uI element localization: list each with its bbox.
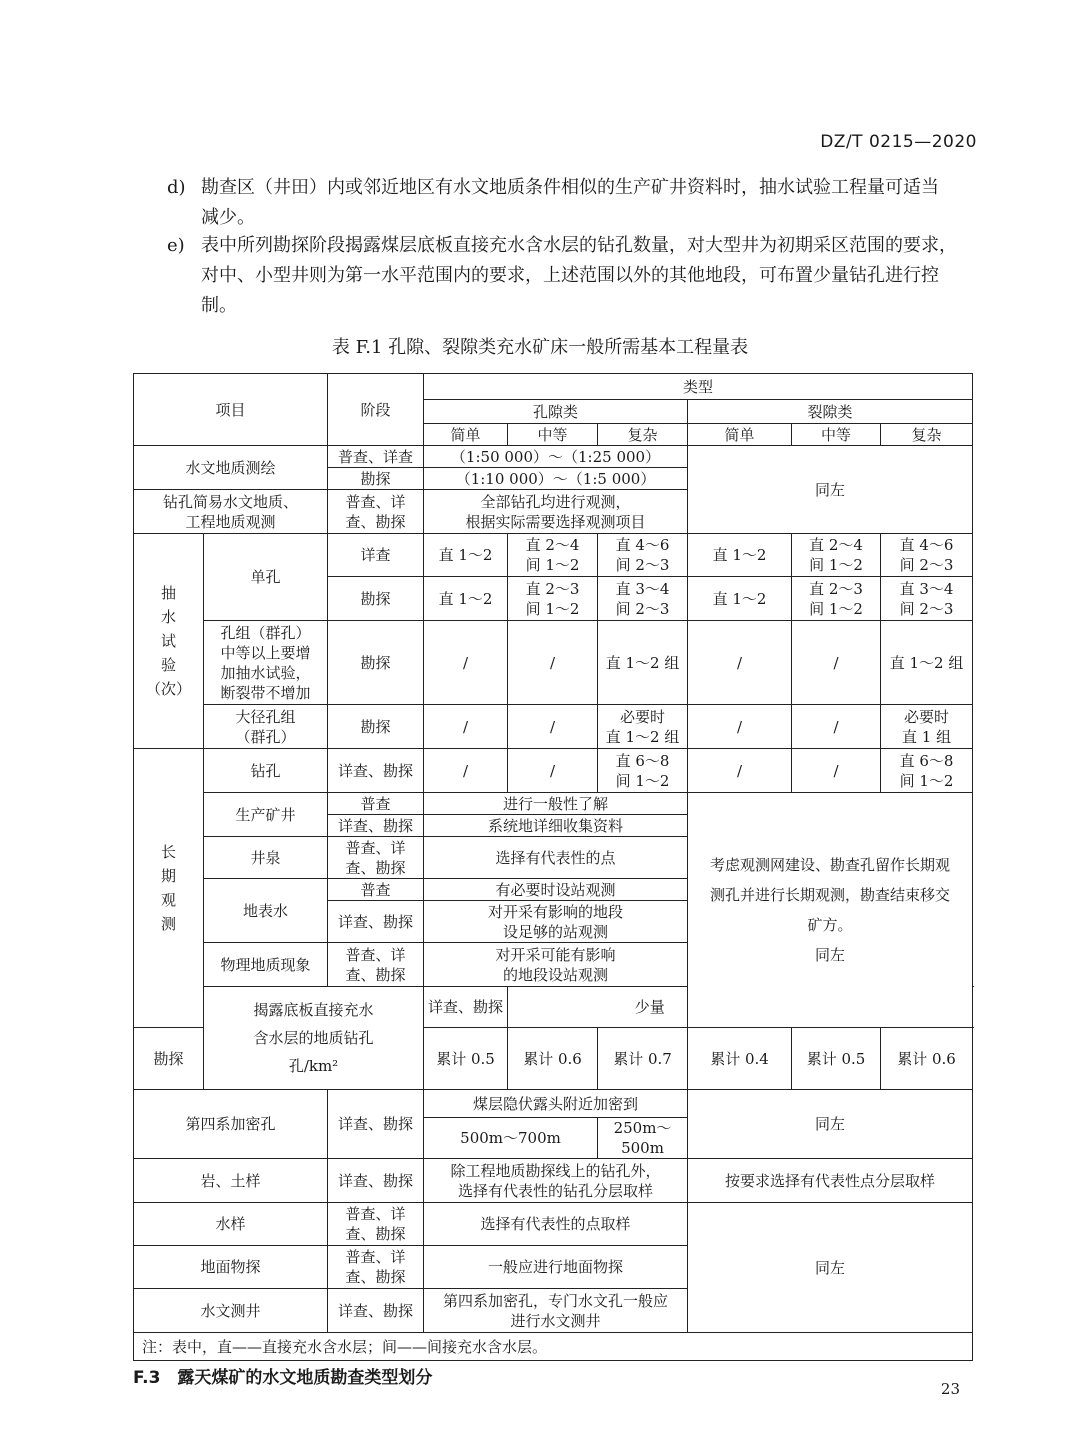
row-label-line: （群孔） bbox=[235, 727, 296, 746]
row-label-line: 钻孔简易水文地质、 bbox=[163, 492, 299, 511]
value-line: / bbox=[462, 761, 469, 780]
value-cell bbox=[424, 577, 508, 621]
value-line: 第四系加密孔，专门水文孔一般应 bbox=[443, 1291, 669, 1310]
value-cell bbox=[688, 534, 792, 577]
value-cell bbox=[881, 577, 973, 621]
value-line: 直 6～8 bbox=[615, 751, 670, 770]
row-label bbox=[204, 621, 328, 705]
page-number: 23 bbox=[940, 1380, 960, 1398]
value-line: 间 1～2 bbox=[525, 556, 580, 574]
value-line: 测孔并进行长期观测，勘查结束移交 bbox=[710, 886, 951, 904]
stage-cell: 勘探 bbox=[328, 705, 424, 749]
value-cell: 煤层隐伏露头附近加密到 bbox=[424, 1090, 688, 1118]
value-line: 必要时 bbox=[620, 707, 666, 726]
value-line: 间 1～2 bbox=[809, 556, 863, 574]
value-line: / bbox=[736, 717, 743, 736]
value-line: 直 1～2 bbox=[712, 589, 767, 608]
value-cell: （1:10 000）～（1:5 000） bbox=[424, 468, 688, 490]
value-cell: 少量 bbox=[508, 987, 792, 1028]
value-cell bbox=[598, 749, 688, 793]
row-label: 井泉 bbox=[204, 837, 328, 879]
stage-cell: 详查、勘探 bbox=[424, 987, 508, 1028]
row-label: 水样 bbox=[134, 1203, 328, 1246]
header-stage: 阶段 bbox=[328, 374, 424, 446]
stage-line: 普查、详 bbox=[345, 838, 406, 857]
group-char: 观 bbox=[160, 891, 176, 909]
row-label: 第四系加密孔 bbox=[134, 1090, 328, 1159]
value-cell: 系统地详细收集资料 bbox=[424, 815, 688, 837]
row-label bbox=[204, 705, 328, 749]
section-heading: F.3 露天煤矿的水文地质勘查类型划分 bbox=[133, 1368, 433, 1388]
value-cell bbox=[424, 1289, 688, 1333]
header-fissure: 裂隙类 bbox=[688, 400, 973, 424]
value-cell bbox=[881, 749, 973, 793]
value-line: 间 1～2 bbox=[615, 771, 670, 790]
stage-cell: 详查、勘探 bbox=[328, 1090, 424, 1159]
value-line: 直 2～4 bbox=[525, 536, 580, 554]
paragraph-line: 制。 bbox=[201, 295, 237, 316]
stage-cell: 勘探 bbox=[328, 468, 424, 490]
stage-line: 普查、详 bbox=[345, 492, 406, 511]
row-label-line: 含水层的地质钻孔 bbox=[253, 1029, 374, 1047]
header-complex: 复杂 bbox=[598, 424, 688, 446]
value-cell: 累计 0.5 bbox=[424, 1028, 508, 1090]
stage-cell: 普查 bbox=[328, 879, 424, 901]
stage-cell: 普查 bbox=[328, 793, 424, 815]
group-char: 验 bbox=[160, 656, 176, 674]
stage-cell: 详查、勘探 bbox=[328, 749, 424, 793]
engineering-quantity-table bbox=[133, 373, 973, 1361]
value-cell: 500m～700m bbox=[424, 1118, 598, 1159]
row-label-line: 孔组（群孔） bbox=[220, 623, 311, 642]
long-term-observation-group bbox=[134, 749, 204, 1028]
value-line: 间 2～3 bbox=[899, 599, 954, 618]
standard-number: DZ/T 0215—2020 bbox=[820, 132, 977, 152]
paragraph-line: 表中所列勘探阶段揭露煤层底板直接充水含水层的钻孔数量，对大型井为初期采区范围的要求， bbox=[201, 235, 957, 256]
value-cell bbox=[508, 534, 598, 577]
value-cell bbox=[424, 749, 508, 793]
value-line: 直 1～2 组 bbox=[605, 727, 680, 746]
row-label bbox=[134, 490, 328, 534]
value-cell bbox=[424, 490, 688, 534]
value-cell: 累计 0.7 bbox=[598, 1028, 688, 1090]
header-item: 项目 bbox=[134, 374, 328, 446]
value-line: 直 3～4 bbox=[899, 579, 954, 598]
value-cell bbox=[424, 1159, 688, 1203]
value-line: / bbox=[549, 761, 556, 780]
header-simple: 简单 bbox=[424, 424, 508, 446]
stage-line: 普查、详 bbox=[345, 1248, 406, 1266]
value-cell: / bbox=[792, 621, 881, 705]
value-cell bbox=[688, 705, 792, 749]
value-cell bbox=[792, 705, 881, 749]
value-line: 对开采有影响的地段 bbox=[488, 902, 624, 921]
value-cell bbox=[792, 749, 881, 793]
group-char: 测 bbox=[160, 915, 176, 933]
stage-line: 查、勘探 bbox=[345, 512, 406, 531]
value-cell: 累计 0.6 bbox=[881, 1028, 973, 1090]
group-char: 水 bbox=[160, 608, 176, 626]
value-cell bbox=[598, 577, 688, 621]
value-line: 对开采可能有影响 bbox=[495, 945, 616, 964]
stage-cell: 普查、详查 bbox=[328, 446, 424, 468]
stage-cell: 勘探 bbox=[134, 1028, 204, 1090]
header-simple: 简单 bbox=[688, 424, 792, 446]
value-line: 考虑观测网建设、勘查孔留作长期观 bbox=[710, 856, 951, 874]
value-cell: 累计 0.6 bbox=[508, 1028, 598, 1090]
row-label-line: 揭露底板直接充水 bbox=[253, 1001, 374, 1019]
value-cell: 累计 0.4 bbox=[688, 1028, 792, 1090]
value-line: 间 2～3 bbox=[615, 599, 670, 618]
value-cell: 选择有代表性的点 bbox=[424, 837, 688, 879]
row-label-line: 加抽水试验， bbox=[220, 663, 311, 682]
row-label: 钻孔 bbox=[204, 749, 328, 793]
stage-cell bbox=[328, 1246, 424, 1289]
value-cell bbox=[424, 705, 508, 749]
paragraph-line: 对中、小型井则为第一水平范围内的要求，上述范围以外的其他地段，可布置少量钻孔进行控 bbox=[201, 265, 939, 286]
row-label-line: 工程地质观测 bbox=[185, 512, 276, 531]
value-cell: 累计 0.5 bbox=[792, 1028, 881, 1090]
same-as-left-cell: 同左 bbox=[688, 446, 973, 534]
value-cell: 直 1～2 组 bbox=[598, 621, 688, 705]
paragraph-line: 减少。 bbox=[201, 207, 255, 228]
value-line: 直 1～2 bbox=[438, 546, 493, 564]
row-label: 单孔 bbox=[204, 534, 328, 621]
value-line: 必要时 bbox=[904, 707, 950, 726]
group-char: 期 bbox=[160, 867, 176, 885]
value-cell: 选择有代表性的点取样 bbox=[424, 1203, 688, 1246]
group-char: 抽 bbox=[160, 584, 176, 602]
header-medium: 中等 bbox=[792, 424, 881, 446]
value-cell: / bbox=[688, 621, 792, 705]
value-line: 间 1～2 bbox=[525, 599, 580, 618]
same-as-left-cell: 同左 bbox=[688, 1203, 973, 1333]
value-line: / bbox=[549, 717, 556, 736]
table-note: 注：表中，直——直接充水含水层；间——间接充水含水层。 bbox=[134, 1333, 973, 1361]
value-cell: 进行一般性了解 bbox=[424, 793, 688, 815]
value-cell bbox=[508, 577, 598, 621]
value-line: / bbox=[833, 717, 839, 736]
table-caption: 表 F.1 孔隙、裂隙类充水矿床一般所需基本工程量表 bbox=[331, 337, 749, 358]
paragraph-e bbox=[167, 231, 982, 321]
list-label: d) bbox=[167, 177, 186, 198]
value-line: 直 1 组 bbox=[901, 727, 952, 746]
paragraph-d bbox=[167, 173, 982, 233]
stage-cell: 勘探 bbox=[328, 621, 424, 705]
value-cell bbox=[792, 577, 881, 621]
value-cell bbox=[598, 705, 688, 749]
value-cell: 一般应进行地面物探 bbox=[424, 1246, 688, 1289]
stage-cell: 详查、勘探 bbox=[328, 901, 424, 943]
stage-cell: 详查、勘探 bbox=[328, 1159, 424, 1203]
list-label: e) bbox=[167, 235, 185, 256]
group-char: 长 bbox=[160, 843, 176, 861]
row-label-line: 大径孔组 bbox=[235, 707, 296, 726]
value-line: 矿方。 bbox=[807, 916, 853, 934]
value-line: 根据实际需要选择观测项目 bbox=[465, 512, 646, 531]
group-char: 试 bbox=[160, 632, 176, 650]
same-as-left-cell: 同左 bbox=[688, 1090, 973, 1159]
value-cell bbox=[508, 749, 598, 793]
value-line: 间 1～2 bbox=[809, 599, 863, 618]
row-label: 地表水 bbox=[204, 879, 328, 943]
group-char: （次） bbox=[145, 680, 191, 698]
row-label-line: 断裂带不增加 bbox=[220, 683, 311, 702]
value-cell: 250m～500m bbox=[598, 1118, 688, 1159]
value-cell: / bbox=[508, 621, 598, 705]
row-label: 生产矿井 bbox=[204, 793, 328, 837]
value-cell: 直 1～2 组 bbox=[881, 621, 973, 705]
value-line: 直 2～3 bbox=[809, 579, 863, 598]
stage-line: 查、勘探 bbox=[345, 1268, 406, 1286]
value-line: 全部钻孔均进行观测， bbox=[480, 492, 631, 511]
row-label: 地面物探 bbox=[134, 1246, 328, 1289]
stage-cell: 详查、勘探 bbox=[328, 815, 424, 837]
value-cell: 有必要时设站观测 bbox=[424, 879, 688, 901]
value-cell: 按要求选择有代表性点分层取样 bbox=[688, 1159, 973, 1203]
paragraph-line: 勘查区（井田）内或邻近地区有水文地质条件相似的生产矿井资料时，抽水试验工程量可适当 bbox=[201, 177, 939, 198]
value-line: / bbox=[462, 717, 469, 736]
value-line: 直 2～4 bbox=[809, 536, 863, 554]
row-label: 岩、土样 bbox=[134, 1159, 328, 1203]
value-cell bbox=[792, 534, 881, 577]
stage-cell: 勘探 bbox=[328, 577, 424, 621]
value-line: 直 3～4 bbox=[615, 579, 670, 598]
value-cell bbox=[881, 705, 973, 749]
value-cell bbox=[424, 901, 688, 943]
value-line: 直 1～2 bbox=[712, 546, 767, 564]
value-line: 设足够的站观测 bbox=[503, 922, 609, 941]
value-cell bbox=[424, 943, 688, 987]
value-line: / bbox=[736, 761, 743, 780]
header-complex: 复杂 bbox=[881, 424, 973, 446]
stage-line: 普查、详 bbox=[345, 945, 406, 964]
header-type: 类型 bbox=[424, 374, 973, 400]
pumping-test-group bbox=[134, 534, 204, 749]
stage-cell: 详查 bbox=[328, 534, 424, 577]
stage-line: 普查、详 bbox=[345, 1205, 406, 1223]
stage-line: 查、勘探 bbox=[345, 858, 406, 877]
stage-cell: 详查、勘探 bbox=[328, 1289, 424, 1333]
row-label-line: 孔/km² bbox=[288, 1057, 339, 1075]
stage-cell bbox=[328, 837, 424, 879]
value-line: 选择有代表性的钻孔分层取样 bbox=[458, 1181, 654, 1200]
value-line: / bbox=[833, 761, 839, 780]
value-line: 直 2～3 bbox=[525, 579, 580, 598]
value-line: 间 2～3 bbox=[899, 556, 954, 574]
stage-line: 查、勘探 bbox=[345, 965, 406, 984]
value-cell bbox=[688, 577, 792, 621]
header-medium: 中等 bbox=[508, 424, 598, 446]
value-line: 直 4～6 bbox=[615, 536, 670, 554]
value-line: 的地段设站观测 bbox=[503, 965, 609, 984]
stage-line: 查、勘探 bbox=[345, 1225, 406, 1243]
stage-cell bbox=[328, 943, 424, 987]
value-cell bbox=[424, 534, 508, 577]
value-line: 同左 bbox=[815, 946, 846, 964]
value-line: 间 1～2 bbox=[899, 771, 954, 790]
value-line: 直 4～6 bbox=[899, 536, 954, 554]
value-cell bbox=[881, 534, 973, 577]
value-cell: / bbox=[424, 621, 508, 705]
stage-cell bbox=[328, 490, 424, 534]
row-label: 水文地质测绘 bbox=[134, 446, 328, 490]
value-line: 直 1～2 bbox=[438, 589, 493, 608]
row-label-line: 中等以上要增 bbox=[220, 643, 311, 662]
value-cell: （1:50 000）～（1:25 000） bbox=[424, 446, 688, 468]
value-line: 间 2～3 bbox=[615, 556, 670, 574]
stage-cell bbox=[328, 1203, 424, 1246]
value-cell bbox=[508, 705, 598, 749]
value-cell bbox=[598, 534, 688, 577]
row-label: 物理地质现象 bbox=[204, 943, 328, 987]
value-line: 进行水文测井 bbox=[510, 1311, 601, 1330]
value-cell bbox=[688, 749, 792, 793]
value-line: 直 6～8 bbox=[899, 751, 954, 770]
row-label: 水文测井 bbox=[134, 1289, 328, 1333]
header-pore: 孔隙类 bbox=[424, 400, 688, 424]
row-label bbox=[204, 987, 424, 1090]
value-line: 除工程地质勘探线上的钻孔外， bbox=[450, 1161, 661, 1180]
